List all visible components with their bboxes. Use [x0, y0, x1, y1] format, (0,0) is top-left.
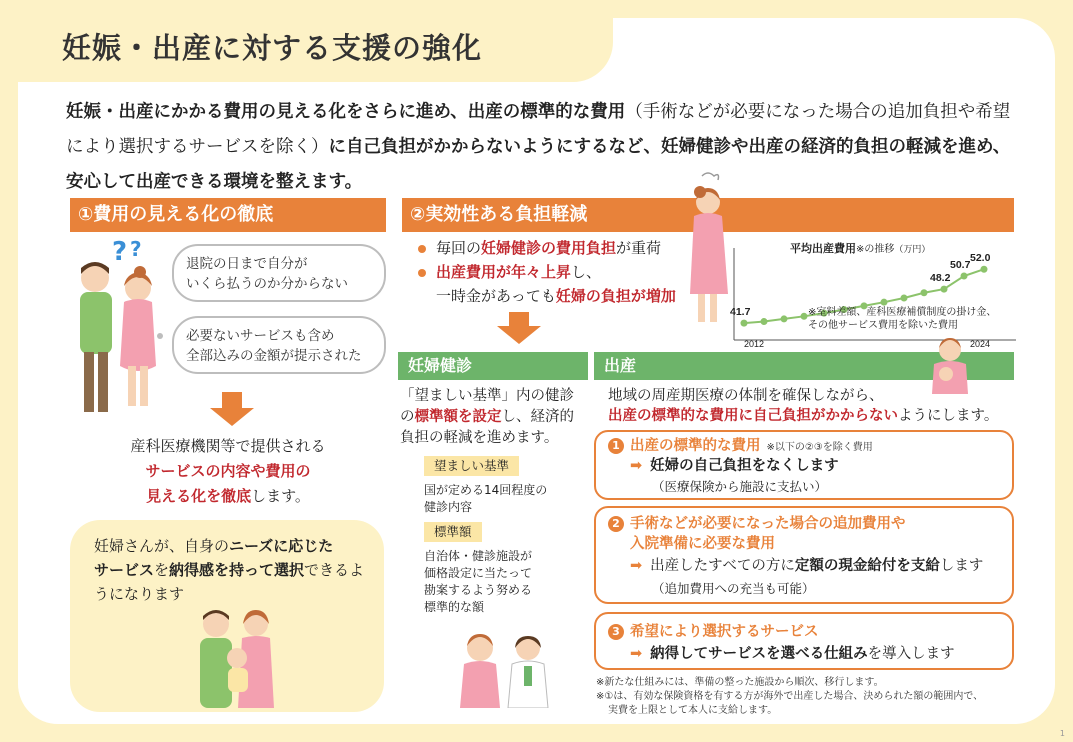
measure-2-title2: 入院準備に必要な費用	[630, 536, 775, 552]
kd1-0: 国が定める14回程度の	[424, 483, 548, 497]
benefit-t2: ニーズに応じた	[229, 537, 334, 555]
kd2-1: 価格設定に当たって	[424, 566, 533, 580]
kenshin-desc-amount	[424, 548, 532, 616]
benefit-t4: を	[154, 561, 170, 579]
section2-header: ②実効性ある負担軽減	[402, 198, 1014, 232]
worry-bubble-2	[172, 316, 386, 374]
kenshin-text-b: 標準額を設定	[414, 409, 502, 425]
chart-footnote-2: その他サービス費用を除いた費用	[808, 320, 958, 331]
kenshin-text	[400, 386, 580, 449]
kenshin-desc-standard	[424, 482, 547, 516]
chart-point	[941, 286, 948, 293]
shussan-line2	[608, 406, 998, 427]
chart-point	[741, 320, 748, 327]
chart-point	[981, 266, 988, 273]
measure-2-line-b: 定額の現金給付を支給	[794, 558, 940, 574]
chart-point	[761, 318, 768, 325]
result-red1: サービスの内容や費用の	[145, 462, 311, 480]
chart-point	[801, 313, 808, 320]
measure-3-title-text: 希望により選択するサービス	[630, 624, 819, 640]
result-end: します。	[251, 487, 310, 505]
lead-part3: に自己負担がかからないようにするなど、妊婦健診や出産の経済的負担の軽減を進め、安心して出産できる環境を整えます。	[66, 137, 1011, 192]
shussan-line1: 地域の周産期医療の体制を確保しながら、	[608, 388, 884, 404]
mother-baby-illustration	[928, 334, 972, 394]
result-line1: 産科医療機関等で提供される	[130, 437, 326, 455]
measure-2-sub: （追加費用への充当も可能）	[652, 581, 815, 596]
worry-2-line1: 必要ないサービスも含め	[186, 328, 335, 344]
measure-1-note: ※以下の②③を除く費用	[766, 442, 873, 453]
shussan-line2-red: 出産の標準的な費用に自己負担がかからない	[608, 408, 898, 424]
pregnant-woman-illustration	[684, 170, 730, 326]
happy-family-illustration	[192, 604, 282, 708]
worry-1-line2: いくら払うのか分からない	[186, 276, 348, 292]
b2a: 出産費用が年々上昇	[436, 263, 572, 281]
measure-2-line-a: 出産したすべての方に	[650, 558, 795, 574]
measure-3-line-b: を導入します	[867, 646, 955, 662]
chart-point	[901, 295, 908, 302]
measure-1-title	[608, 436, 873, 458]
worry-bubble-1	[172, 244, 386, 302]
kd1-1: 健診内容	[424, 500, 473, 514]
kd2-0: 自治体・健診施設が	[424, 549, 533, 563]
svg-text:?: ?	[112, 237, 128, 267]
chart-footnote-1: ※室料差額、産科医療補償制度の掛け金、	[808, 307, 997, 318]
lead-part1: 妊娠・出産にかかる費用の見える化をさらに進め、出産の標準的な費用	[66, 102, 626, 122]
lead-paragraph	[66, 95, 1026, 200]
worry-2-line2: 全部込みの金額が提示された	[186, 348, 362, 364]
b1a: 毎回の	[436, 239, 482, 257]
b1b: 妊婦健診の費用負担	[481, 239, 617, 257]
chart-data-label: 48.2	[930, 272, 951, 285]
nurse-doctor-illustration	[452, 622, 556, 708]
lead-part2: （手術などが必要になった場合の追加負担や希望により選択するサービスを除く）	[66, 102, 1011, 157]
measure-2-number: 2	[608, 516, 624, 532]
chart-point	[921, 289, 928, 296]
bullet-rising-cost	[418, 260, 601, 284]
benefit-t6: できるようになります	[94, 561, 365, 603]
arrow-right-icon: ➡	[630, 646, 643, 662]
measure-3-line-a: 納得してサービスを選べる仕組み	[650, 646, 868, 662]
chart-point	[881, 299, 888, 306]
b2b: し、	[571, 263, 602, 281]
kenshin-label-standard: 望ましい基準	[424, 456, 519, 476]
measure-1-title-text: 出産の標準的な費用	[630, 438, 761, 454]
b1c: が重荷	[616, 239, 662, 257]
kd2-3: 標準的な額	[424, 600, 485, 614]
chart-data-label: 50.7	[950, 259, 971, 272]
page-title: 妊娠・出産に対する支援の強化	[62, 31, 483, 65]
chart-point	[961, 273, 968, 280]
footnote-2: ※①は、有効な保険資格を有する方が海外で出産した場合、決められた額の範囲内で、	[596, 691, 984, 702]
bullet-increased-burden	[436, 284, 676, 308]
measure-3-line	[630, 644, 955, 664]
benefit-t3: サービス	[94, 561, 155, 579]
chart-footnote	[808, 306, 996, 332]
b3a: 一時金があっても	[436, 287, 556, 305]
result-red2: 見える化を徹底	[146, 487, 252, 505]
kd2-2: 勘案するよう努める	[424, 583, 533, 597]
down-arrow-1	[210, 392, 254, 426]
chart-title-note: ※の推移	[856, 244, 895, 255]
arrow-right-icon: ➡	[630, 558, 643, 574]
kenshin-header: 妊婦健診	[398, 352, 588, 380]
bullet-checkup-burden	[418, 236, 661, 260]
shussan-header: 出産	[594, 352, 1014, 380]
benefit-t1: 妊婦さんが、自身の	[94, 537, 230, 555]
measure-1-line	[630, 456, 839, 476]
measure-3-number: 3	[608, 624, 624, 640]
avg-birth-cost-chart	[730, 244, 1020, 348]
benefit-text	[94, 534, 374, 606]
confused-couple-illustration	[70, 236, 180, 426]
benefit-t5: 納得感を持って選択	[169, 561, 305, 579]
chart-unit: （万円）	[894, 245, 931, 255]
page-number: 1	[1059, 729, 1065, 738]
measure-2-line	[630, 556, 983, 576]
kenshin-text-c: し、経済的負担の軽減を進めます。	[400, 409, 574, 446]
visibility-result	[70, 434, 386, 509]
measure-1-number: 1	[608, 438, 624, 454]
chart-x-tick-end: 2024	[970, 339, 991, 348]
svg-text:?: ?	[130, 237, 142, 261]
chart-point	[781, 315, 788, 322]
chart-x-tick-start: 2012	[744, 339, 765, 348]
shussan-line2-end: ようにします。	[898, 408, 999, 424]
measure-2-title	[608, 514, 906, 534]
down-arrow-2	[497, 312, 541, 344]
footnote-1: ※新たな仕組みには、準備の整った施設から順次、移行します。	[596, 677, 884, 688]
measure-1-line-text: 妊婦の自己負担をなくします	[650, 458, 839, 474]
section1-header: ①費用の見える化の徹底	[70, 198, 386, 232]
measure-1-sub: （医療保険から施設に支払い）	[652, 479, 828, 494]
worry-1-line1: 退院の日まで自分が	[186, 256, 308, 272]
arrow-right-icon: ➡	[630, 458, 643, 474]
measure-3-title	[608, 622, 819, 642]
chart-title-main: 平均出産費用	[790, 242, 856, 255]
chart-data-label: 52.0	[970, 252, 991, 265]
b3b: 妊婦の負担が増加	[555, 287, 676, 305]
measure-2-title1: 手術などが必要になった場合の追加費用や	[630, 516, 906, 532]
footnote-3: 実費を上限として本人に支給します。	[608, 705, 778, 716]
kenshin-label-amount: 標準額	[424, 522, 482, 542]
measure-2-line-c: します	[939, 558, 984, 574]
kenshin-text-a: 「望ましい基準」内の健診の	[400, 388, 574, 425]
chart-data-label: 41.7	[730, 306, 751, 319]
